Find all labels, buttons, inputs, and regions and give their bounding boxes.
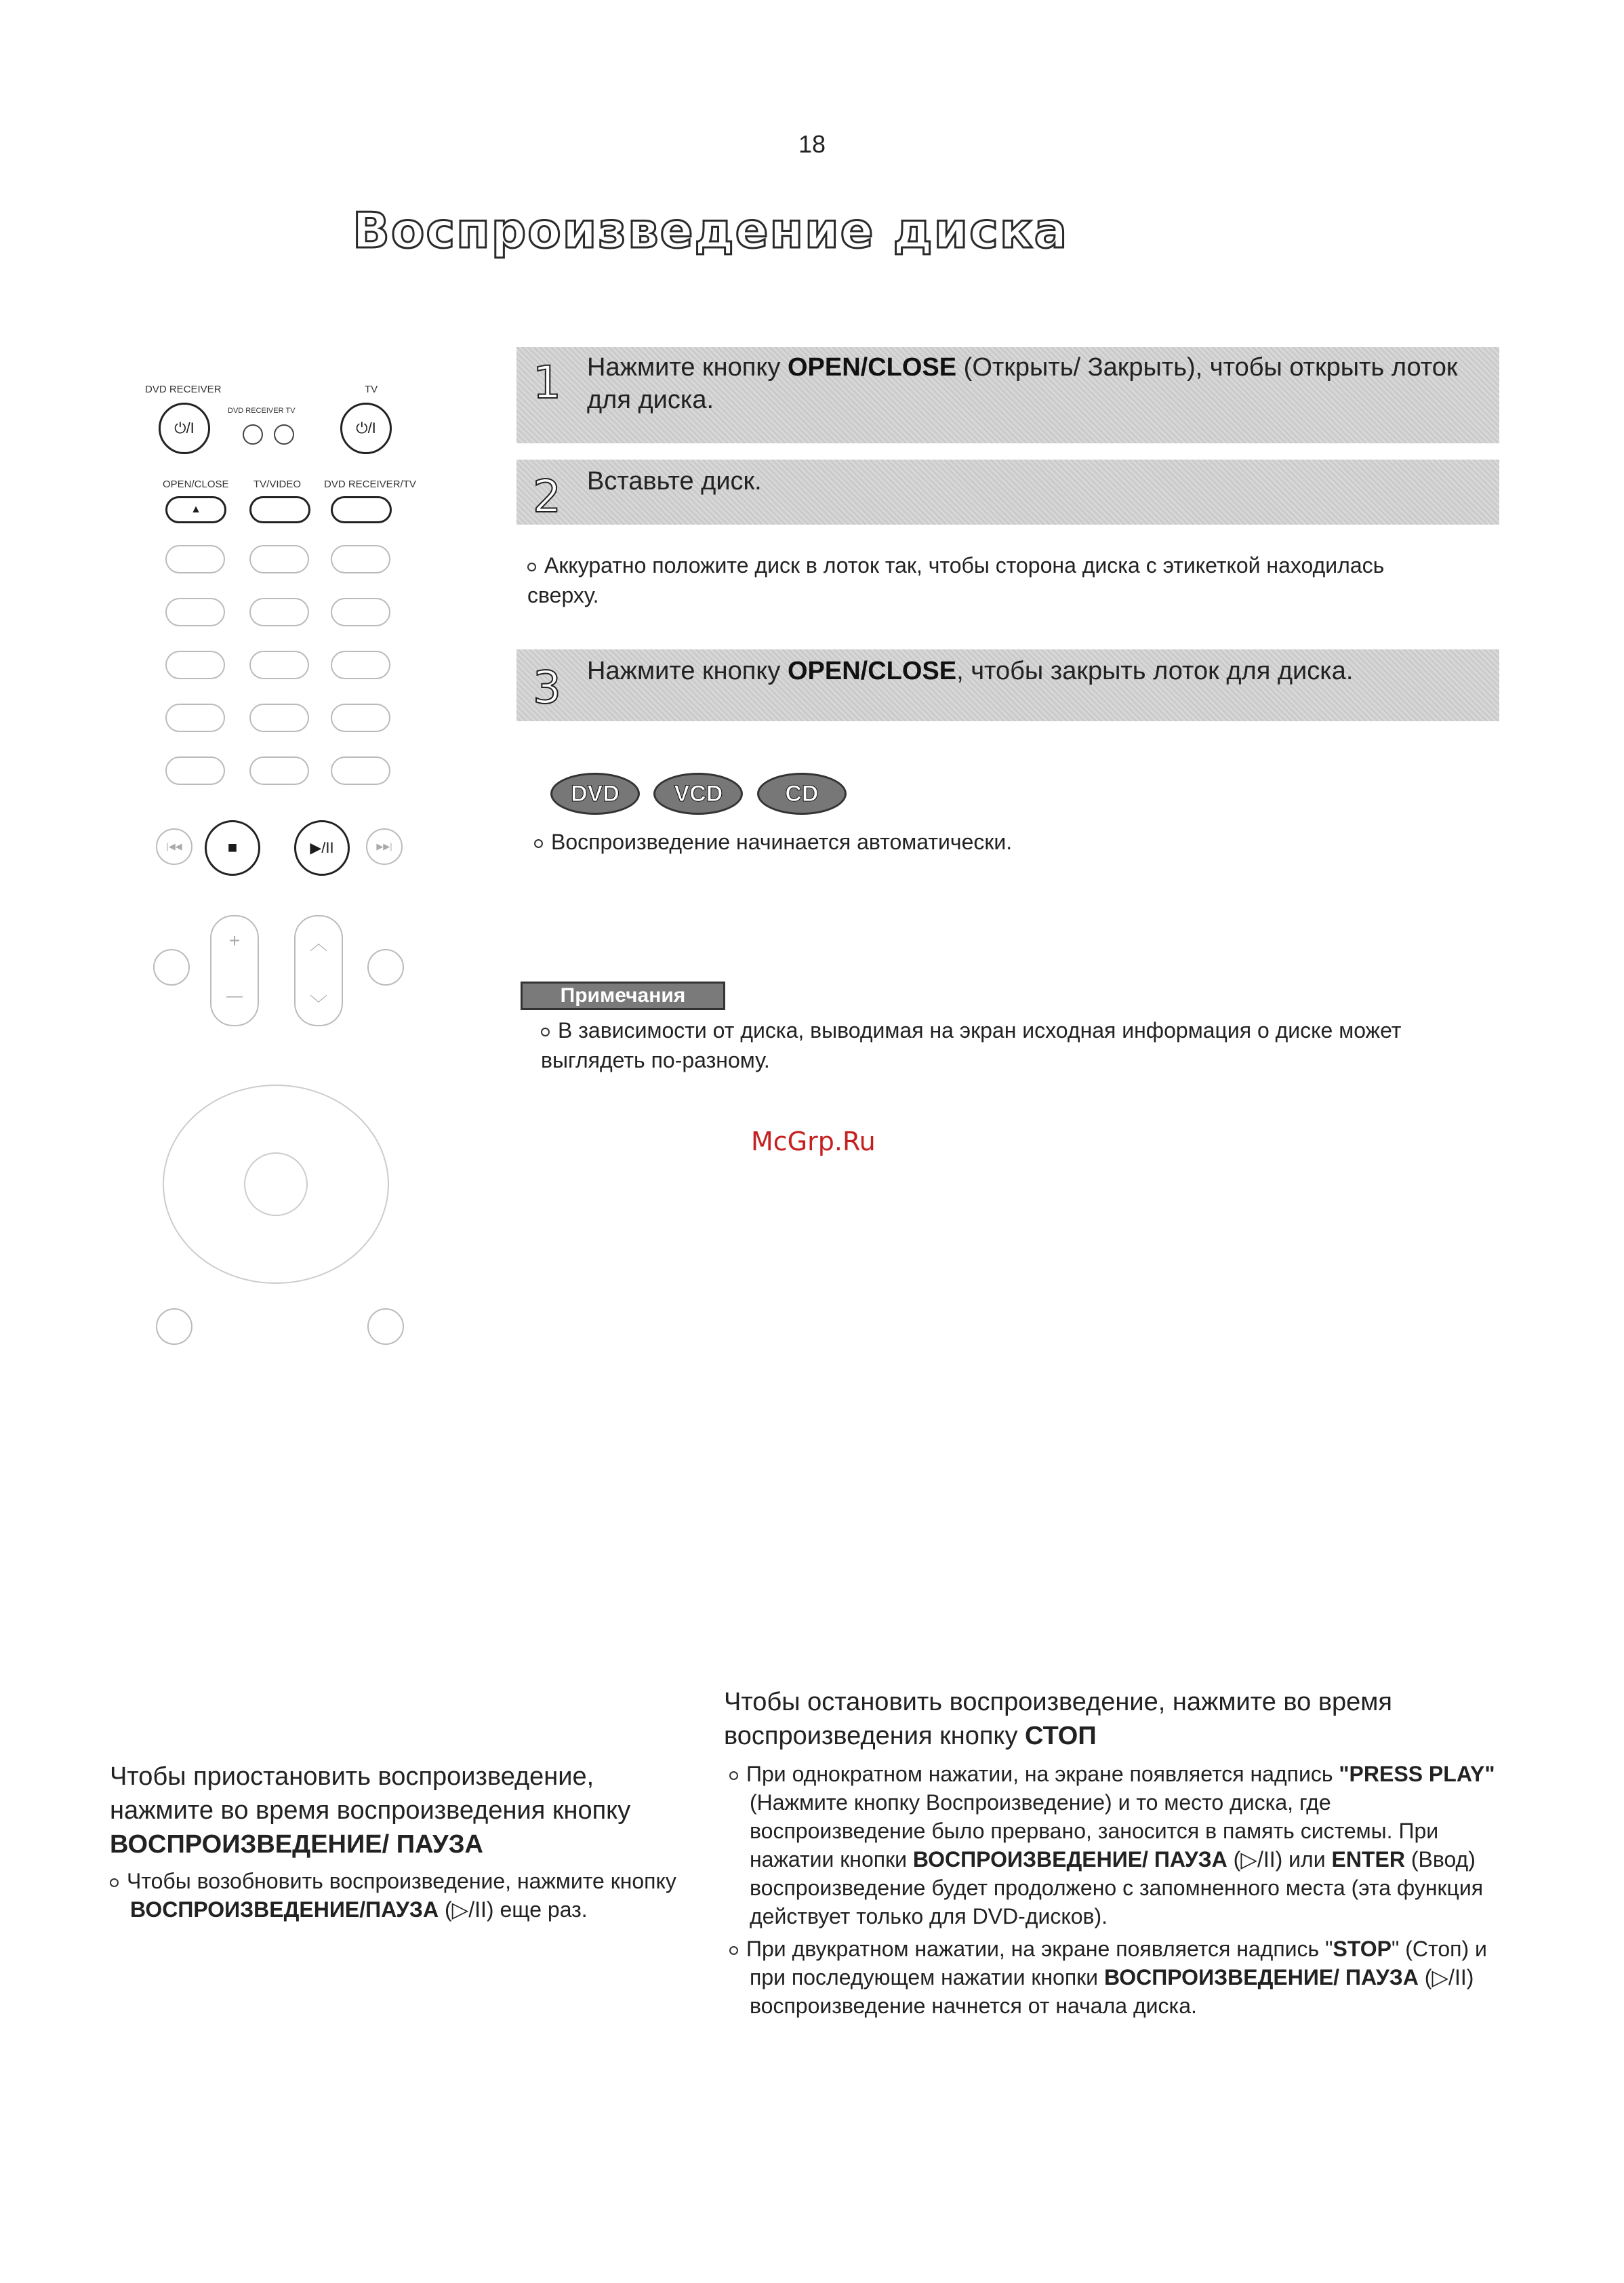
stop-icon: ■: [227, 839, 238, 857]
chevron-up-icon: ︿: [309, 933, 327, 954]
key-button[interactable]: [249, 545, 309, 573]
pause-section: [110, 1760, 679, 1924]
tv-label: TV: [365, 384, 378, 395]
enter-button[interactable]: [244, 1152, 308, 1216]
page-number: 18: [798, 130, 826, 158]
watermark: McGrp.Ru: [751, 1127, 876, 1156]
previous-button[interactable]: [156, 828, 192, 865]
aux-button-left[interactable]: [156, 1308, 192, 1345]
stop-heading: Чтобы остановить воспроизведение, нажмите во время воспроизведения кнопку СТОП: [724, 1688, 1392, 1750]
key-button[interactable]: [165, 651, 225, 679]
remote-illustration: [136, 380, 420, 1600]
channel-rocker[interactable]: [294, 915, 343, 1026]
tv-video-button[interactable]: [249, 496, 310, 523]
tv-video-label: TV/VIDEO: [253, 479, 302, 490]
key-button[interactable]: [249, 651, 309, 679]
power-icon: ⏻/I: [174, 420, 195, 437]
step-2-bullet: Аккуратно положите диск в лоток так, чтобы сторона диска с этикеткой находилась сверху.: [527, 553, 1385, 607]
step-number: 2: [533, 470, 561, 523]
disc-type-badges: [550, 773, 857, 815]
key-button[interactable]: [331, 651, 390, 679]
vcd-badge: VCD: [653, 773, 743, 815]
stop-term: СТОП: [1025, 1722, 1097, 1750]
open-close-term: OPEN/CLOSE: [787, 657, 957, 685]
side-button-left[interactable]: [153, 949, 190, 986]
switch-label: DVD RECEIVER TV: [228, 407, 296, 415]
tv-power-button[interactable]: [340, 403, 392, 454]
stop-bullet-1: При однократном нажатии, на экране появляется надпись "PRESS PLAY" (Нажмите кнопку Воспроизведение) и то место диска, где воспроизведение было прервано, заносится в память системы. При нажатии кнопки ВОСПРОИЗВЕДЕНИЕ/ ПАУЗА (▷/II) или ENTER (Ввод) воспроизведение будет продолжено с запомненного места (эта функция действует только для DVD-дисков).: [724, 1760, 1509, 1931]
pause-bullet: Чтобы возобновить воспроизведение, нажмите кнопку ВОСПРОИЗВЕДЕНИЕ/ПАУЗА (▷/II) еще раз.: [110, 1867, 679, 1924]
step-3-bar: [516, 649, 1499, 721]
key-button[interactable]: [331, 598, 390, 626]
key-button[interactable]: [165, 704, 225, 732]
volume-rocker[interactable]: [210, 915, 259, 1026]
step-2-bar: [516, 460, 1499, 525]
notes-label: Примечания: [521, 982, 725, 1010]
step-2-text: Вставьте диск.: [587, 467, 762, 496]
key-button[interactable]: [165, 598, 225, 626]
play-pause-term: ВОСПРОИЗВЕДЕНИЕ/ ПАУЗА: [110, 1830, 483, 1859]
open-close-term: OPEN/CLOSE: [787, 353, 957, 382]
key-button[interactable]: [249, 756, 309, 785]
key-button[interactable]: [165, 756, 225, 785]
stop-section: [724, 1685, 1503, 2020]
aux-button-right[interactable]: [367, 1308, 404, 1345]
open-close-label: OPEN/CLOSE: [163, 479, 229, 490]
stop-button[interactable]: [205, 820, 260, 876]
open-close-button[interactable]: [165, 496, 226, 523]
key-button[interactable]: [165, 545, 225, 573]
key-button[interactable]: [249, 704, 309, 732]
power-icon: ⏻/I: [356, 420, 376, 437]
chevron-down-icon: ﹀: [309, 994, 327, 1014]
dvd-badge: DVD: [550, 773, 640, 815]
step-number: 3: [533, 662, 561, 714]
dvd-receiver-tv-label: DVD RECEIVER/TV: [324, 479, 416, 490]
step-3-text: Нажмите кнопку OPEN/CLOSE, чтобы закрыть лоток для диска.: [587, 657, 1354, 685]
dvd-receiver-mode-button[interactable]: [243, 424, 263, 445]
page-title: Воспроизведение диска: [352, 202, 1069, 259]
play-pause-icon: ▶/II: [310, 839, 334, 856]
dvd-receiver-label: DVD RECEIVER: [145, 384, 222, 395]
step-1-text: Нажмите кнопку OPEN/CLOSE (Открыть/ Закрыть), чтобы открыть лоток для диска.: [587, 353, 1458, 414]
eject-icon: ▲: [190, 504, 201, 515]
minus-icon: —: [226, 987, 243, 1005]
previous-icon: |◀◀: [166, 841, 182, 851]
stop-bullet-2: При двукратном нажатии, на экране появляется надпись "STOP" (Стоп) и при последующем нажатии кнопки ВОСПРОИЗВЕДЕНИЕ/ ПАУЗА (▷/II) воспроизведение начнется от начала диска.: [724, 1935, 1509, 2020]
autoplay-bullet: Воспроизведение начинается автоматически.: [534, 827, 1012, 857]
play-pause-button[interactable]: [294, 820, 350, 876]
key-button[interactable]: [331, 756, 390, 785]
cd-badge: CD: [757, 773, 847, 815]
dvd-receiver-power-button[interactable]: [159, 403, 210, 454]
step-1-bar: [516, 347, 1499, 443]
tv-mode-button[interactable]: [274, 424, 294, 445]
step-number: 1: [533, 357, 561, 409]
notes-text: В зависимости от диска, выводимая на экран исходная информация о диске может выглядеть по-разному.: [541, 1018, 1402, 1072]
next-icon: ▶▶|: [376, 841, 392, 851]
dvd-receiver-tv-button[interactable]: [331, 496, 392, 523]
side-button-right[interactable]: [367, 949, 404, 986]
pause-heading: Чтобы приостановить воспроизведение, нажмите во время воспроизведения кнопку ВОСПРОИЗВЕДЕНИЕ/ ПАУЗА: [110, 1762, 631, 1859]
plus-icon: +: [228, 930, 241, 951]
key-button[interactable]: [249, 598, 309, 626]
key-button[interactable]: [331, 545, 390, 573]
key-button[interactable]: [331, 704, 390, 732]
next-button[interactable]: [366, 828, 403, 865]
